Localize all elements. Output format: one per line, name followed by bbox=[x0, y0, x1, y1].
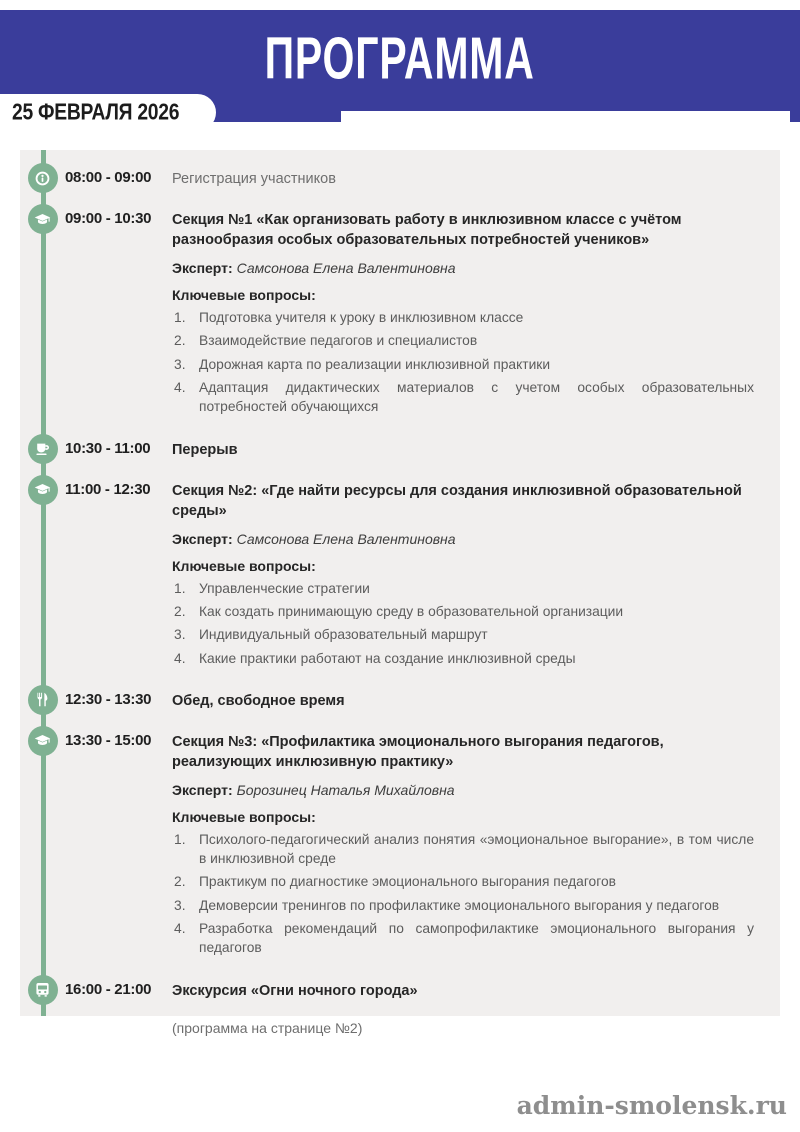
questions-label: Ключевые вопросы: bbox=[172, 557, 316, 574]
event-time: 11:00 - 12:30 bbox=[65, 480, 151, 498]
graduation-cap-icon bbox=[28, 204, 58, 234]
event-title: Секция №2: «Где найти ресурсы для создания инклюзивной образовательной среды» bbox=[172, 482, 742, 519]
event-time: 08:00 - 09:00 bbox=[65, 169, 152, 186]
page-header bbox=[0, 10, 800, 125]
event-time: 13:30 - 15:00 bbox=[65, 731, 152, 749]
questions-label: Ключевые вопросы: bbox=[172, 808, 316, 825]
schedule-row bbox=[20, 163, 780, 193]
schedule-list bbox=[20, 150, 780, 1036]
event-expert bbox=[172, 260, 754, 276]
expert-name: Борозинец Наталья Михайловна bbox=[236, 781, 455, 798]
question-item: Практикум по диагностике эмоционального выгорания педагогов bbox=[199, 874, 616, 890]
question-item: Как создать принимающую среду в образовательной организации bbox=[199, 603, 624, 619]
event-time: 16:00 - 21:00 bbox=[65, 980, 152, 998]
question-item: Какие практики работают на создание инклюзивной среды bbox=[199, 650, 576, 666]
schedule-row bbox=[20, 726, 780, 958]
event-title: Экскурсия «Огни ночного города» bbox=[172, 982, 418, 999]
question-item: Демоверсии тренингов по профилактике эмоционального выгорания у педагогов bbox=[199, 897, 720, 913]
event-time: 09:00 - 10:30 bbox=[65, 210, 152, 227]
info-icon bbox=[28, 163, 58, 193]
question-item: Индивидуальный образовательный маршрут bbox=[199, 627, 488, 643]
expert-name: Самсонова Елена Валентиновна bbox=[236, 530, 456, 547]
event-expert bbox=[172, 531, 754, 547]
key-questions bbox=[172, 809, 754, 958]
event-time: 10:30 - 11:00 bbox=[65, 439, 151, 457]
question-item: Взаимодействие педагогов и специалистов bbox=[199, 333, 478, 349]
questions-list bbox=[172, 830, 754, 958]
questions-label: Ключевые вопросы: bbox=[172, 287, 316, 303]
question-item: Дорожная карта по реализации инклюзивной практики bbox=[199, 356, 551, 372]
page-title: ПРОГРАММА bbox=[264, 25, 536, 92]
schedule-panel bbox=[20, 150, 780, 1036]
expert-label: Эксперт: bbox=[172, 781, 233, 798]
question-item: Психолого-педагогический анализ понятия «эмоциональное выгорание», в том числе в инклюзивной среде bbox=[199, 831, 754, 867]
expert-label: Эксперт: bbox=[172, 530, 233, 547]
event-note: (программа на странице №2) bbox=[172, 1019, 363, 1036]
schedule-row bbox=[20, 434, 780, 464]
schedule-row bbox=[20, 685, 780, 715]
event-title: Секция №1 «Как организовать работу в инклюзивном классе с учётом разнообразия особых образовательных потребностей учеников» bbox=[172, 212, 682, 248]
header-divider-bar bbox=[341, 111, 790, 125]
expert-label: Эксперт: bbox=[172, 260, 233, 276]
coffee-icon bbox=[28, 434, 58, 464]
questions-list bbox=[172, 308, 754, 417]
event-title: Регистрация участников bbox=[172, 171, 336, 187]
schedule-row bbox=[20, 975, 780, 1036]
question-item: Управленческие стратегии bbox=[199, 580, 370, 596]
event-title: Секция №3: «Профилактика эмоционального выгорания педагогов, реализующих инклюзивную практику» bbox=[172, 733, 664, 770]
schedule-row bbox=[20, 475, 780, 668]
key-questions bbox=[172, 558, 754, 668]
utensils-icon bbox=[28, 685, 58, 715]
questions-list bbox=[172, 579, 754, 668]
event-time: 12:30 - 13:30 bbox=[65, 690, 152, 708]
bus-icon bbox=[28, 975, 58, 1005]
question-item: Разработка рекомендаций по самопрофилактике эмоционального выгорания у педагогов bbox=[199, 921, 754, 956]
date-badge-label: 25 ФЕВРАЛЯ 2026 bbox=[12, 99, 180, 125]
event-title: Перерыв bbox=[172, 441, 238, 458]
graduation-cap-icon bbox=[28, 726, 58, 756]
event-title: Обед, свободное время bbox=[172, 692, 345, 709]
date-badge bbox=[0, 94, 216, 131]
event-expert bbox=[172, 782, 754, 798]
expert-name: Самсонова Елена Валентиновна bbox=[236, 260, 456, 276]
site-watermark: admin-smolensk.ru bbox=[516, 1091, 787, 1120]
question-item: Адаптация дидактических материалов с учетом особых образовательных потребностей обучающихся bbox=[199, 379, 754, 415]
key-questions bbox=[172, 287, 754, 417]
schedule-row bbox=[20, 204, 780, 417]
graduation-cap-icon bbox=[28, 475, 58, 505]
question-item: Подготовка учителя к уроку в инклюзивном классе bbox=[199, 310, 524, 325]
